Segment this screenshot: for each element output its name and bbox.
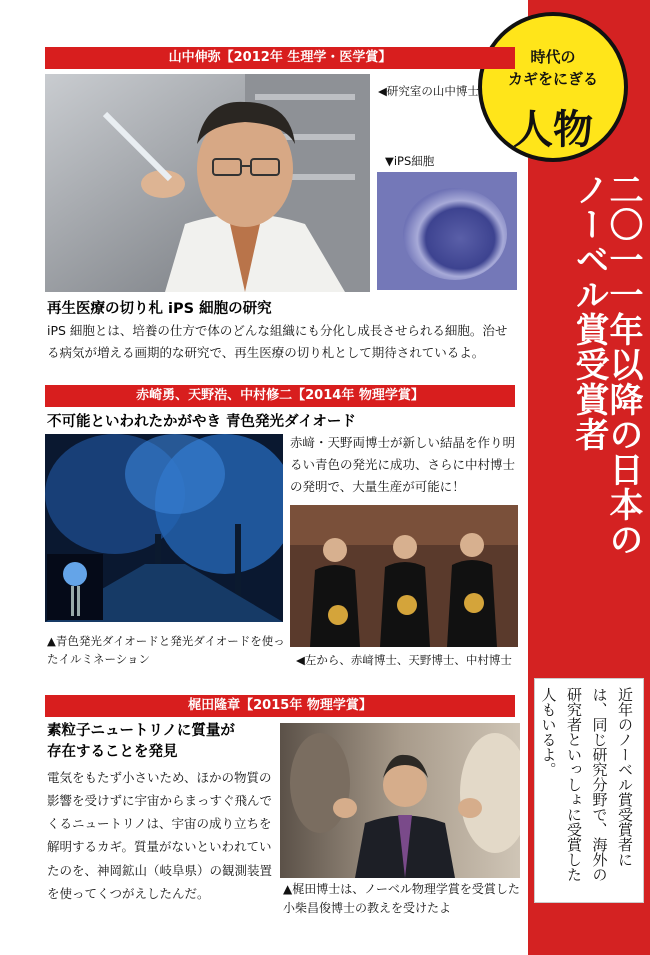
heading-neutrino-2: 存在することを発見 [47,744,178,760]
photo-three-laureates [290,505,518,647]
section-band-kajita [45,695,515,717]
body-led: 赤﨑・天野両博士が新しい結晶を作り明るい青色の発光に成功、さらに中村博士の発明で、大量生産が可能に！ [290,435,516,494]
badge-line-3: 人物 [513,107,593,153]
section-band-yamanaka [45,47,515,69]
section-band-label: 梶田隆章【2015年 物理学賞】 [188,698,372,713]
photo-kajita [280,723,520,878]
sidebar-note: 近年のノーベル賞受賞者には、同じ研究分野で、海外の研究者といっしょに受賞した人もいるよ。 [534,678,644,903]
section-band-led [45,385,515,407]
caption-laureates: ◀左から、赤﨑博士、天野博士、中村博士 [296,653,512,667]
caption-lab: ◀研究室の山中博士 [378,84,479,98]
body-neutrino: 電気をもたず小さいため、ほかの物質の影響を受けずに宇宙からまっすぐ飛んでくるニュートリノは、宇宙の成り立ちを解明するカギ。質量がないといわれていたのを、神岡鉱山（岐阜県）の観測装置を使ってくつがえしたんだ。 [47,770,273,901]
sidebar-title: 二〇一一年以降の日本のノーベル賞受賞者 [569,172,643,557]
body-ips: iPS 細胞とは、培養の仕方で体のどんな組織にも分化し成長させられる細胞。治せる病気が増える画期的な研究で、再生医療の切り札として期待されているよ。 [47,323,508,360]
caption-ips: ▼iPS細胞 [385,154,435,168]
heading-led: 不可能といわれたかがやき 青色発光ダイオード [47,414,356,430]
heading-neutrino-1: 素粒子ニュートリノに質量が [47,723,235,739]
caption-kajita: ▲梶田博士は、ノーベル物理学賞を受賞した小柴昌俊博士の教えを受けたよ [283,882,520,916]
badge-line-2: カギをにぎる [507,70,598,88]
photo-yamanaka-lab [45,74,370,292]
photo-illumination [45,434,283,622]
caption-illumination: ▲青色発光ダイオードと発光ダイオードを使ったイルミネーション [47,634,285,667]
badge-line-1: 時代の [530,48,576,66]
photo-ips-cells [377,172,517,290]
section-band-label: 山中伸弥【2012年 生理学・医学賞】 [168,50,392,65]
section-band-label: 赤崎勇、天野浩、中村修二【2014年 物理学賞】 [136,388,424,403]
heading-ips: 再生医療の切り札 iPS 細胞の研究 [47,301,272,317]
